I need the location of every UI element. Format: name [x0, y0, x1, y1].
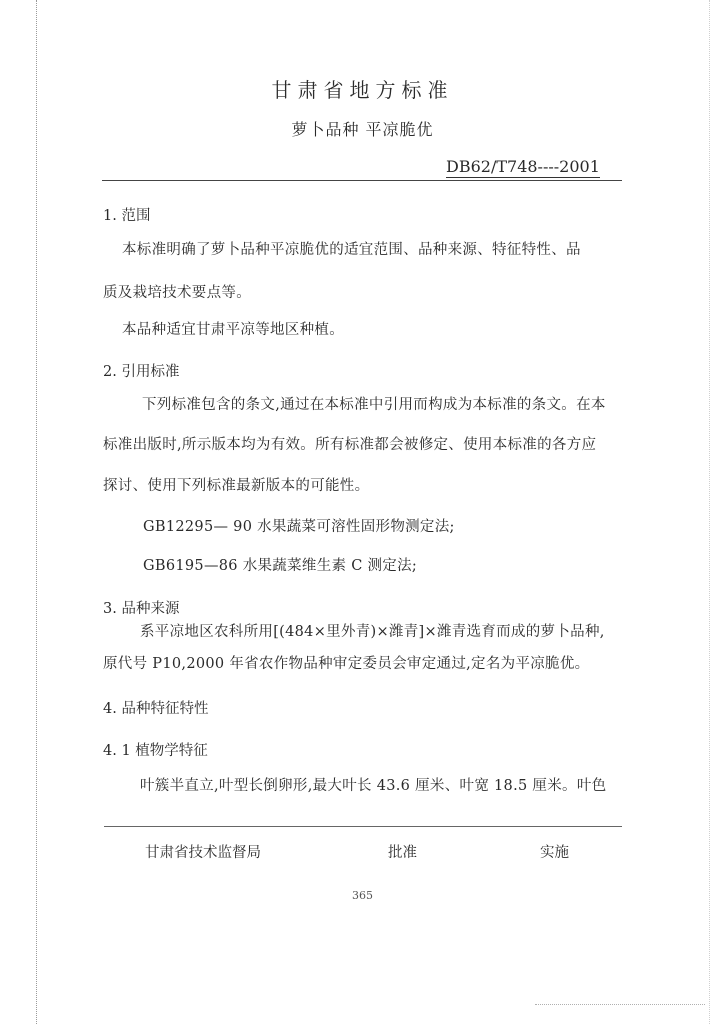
reference-standard-1: GB12295— 90 水果蔬菜可溶性固形物测定法;: [143, 519, 455, 535]
section-4-1-paragraph-line-1: 叶簇半直立,叶型长倒卵形,最大叶长 43.6 厘米、叶宽 18.5 厘米。叶色: [140, 778, 607, 794]
standard-number: DB62/T748----2001: [446, 157, 600, 176]
section-1-paragraph-2: 本品种适宜甘肃平凉等地区种植。: [122, 322, 344, 338]
implement-label: 实施: [540, 845, 569, 861]
document-subtitle: 萝卜品种 平凉脆优: [291, 120, 434, 139]
issuing-authority: 甘肃省技术监督局: [145, 845, 261, 861]
section-2-heading: 2. 引用标准: [103, 364, 180, 380]
scan-edge-right: [709, 0, 711, 1024]
section-2-paragraph-line-3: 探讨、使用下列标准最新版本的可能性。: [103, 478, 370, 494]
scan-edge-left: [36, 0, 38, 1024]
section-3-paragraph-line-1: 系平凉地区农科所用[(484×里外青)×潍青]×潍青选育而成的萝卜品种,: [140, 624, 605, 640]
section-2-paragraph-line-2: 标准出版时,所示版本均为有效。所有标准都会被修定、使用本标准的各方应: [103, 437, 597, 453]
reference-standard-2: GB6195—86 水果蔬菜维生素 C 测定法;: [143, 558, 418, 574]
section-3-paragraph-line-2: 原代号 P10,2000 年省农作物品种审定委员会审定通过,定名为平凉脆优。: [103, 656, 590, 672]
footer-divider: [104, 826, 622, 827]
section-2-paragraph-line-1: 下列标准包含的条文,通过在本标准中引用而构成为本标准的条文。在本: [142, 397, 606, 413]
section-3-heading: 3. 品种来源: [103, 601, 180, 617]
approve-label: 批准: [388, 845, 417, 861]
section-1-paragraph-line-1: 本标准明确了萝卜品种平凉脆优的适宜范围、品种来源、特征特性、品: [122, 242, 581, 258]
section-1-paragraph-line-2: 质及栽培技术要点等。: [103, 285, 251, 301]
page-number: 365: [352, 889, 373, 902]
section-1-heading: 1. 范围: [103, 208, 151, 224]
header-divider: [102, 180, 622, 181]
document-title: 甘肃省地方标准: [271, 78, 454, 102]
scan-edge-bottom: [535, 1004, 705, 1006]
section-4-1-heading: 4. 1 植物学特征: [103, 743, 208, 759]
section-4-heading: 4. 品种特征特性: [103, 701, 209, 717]
